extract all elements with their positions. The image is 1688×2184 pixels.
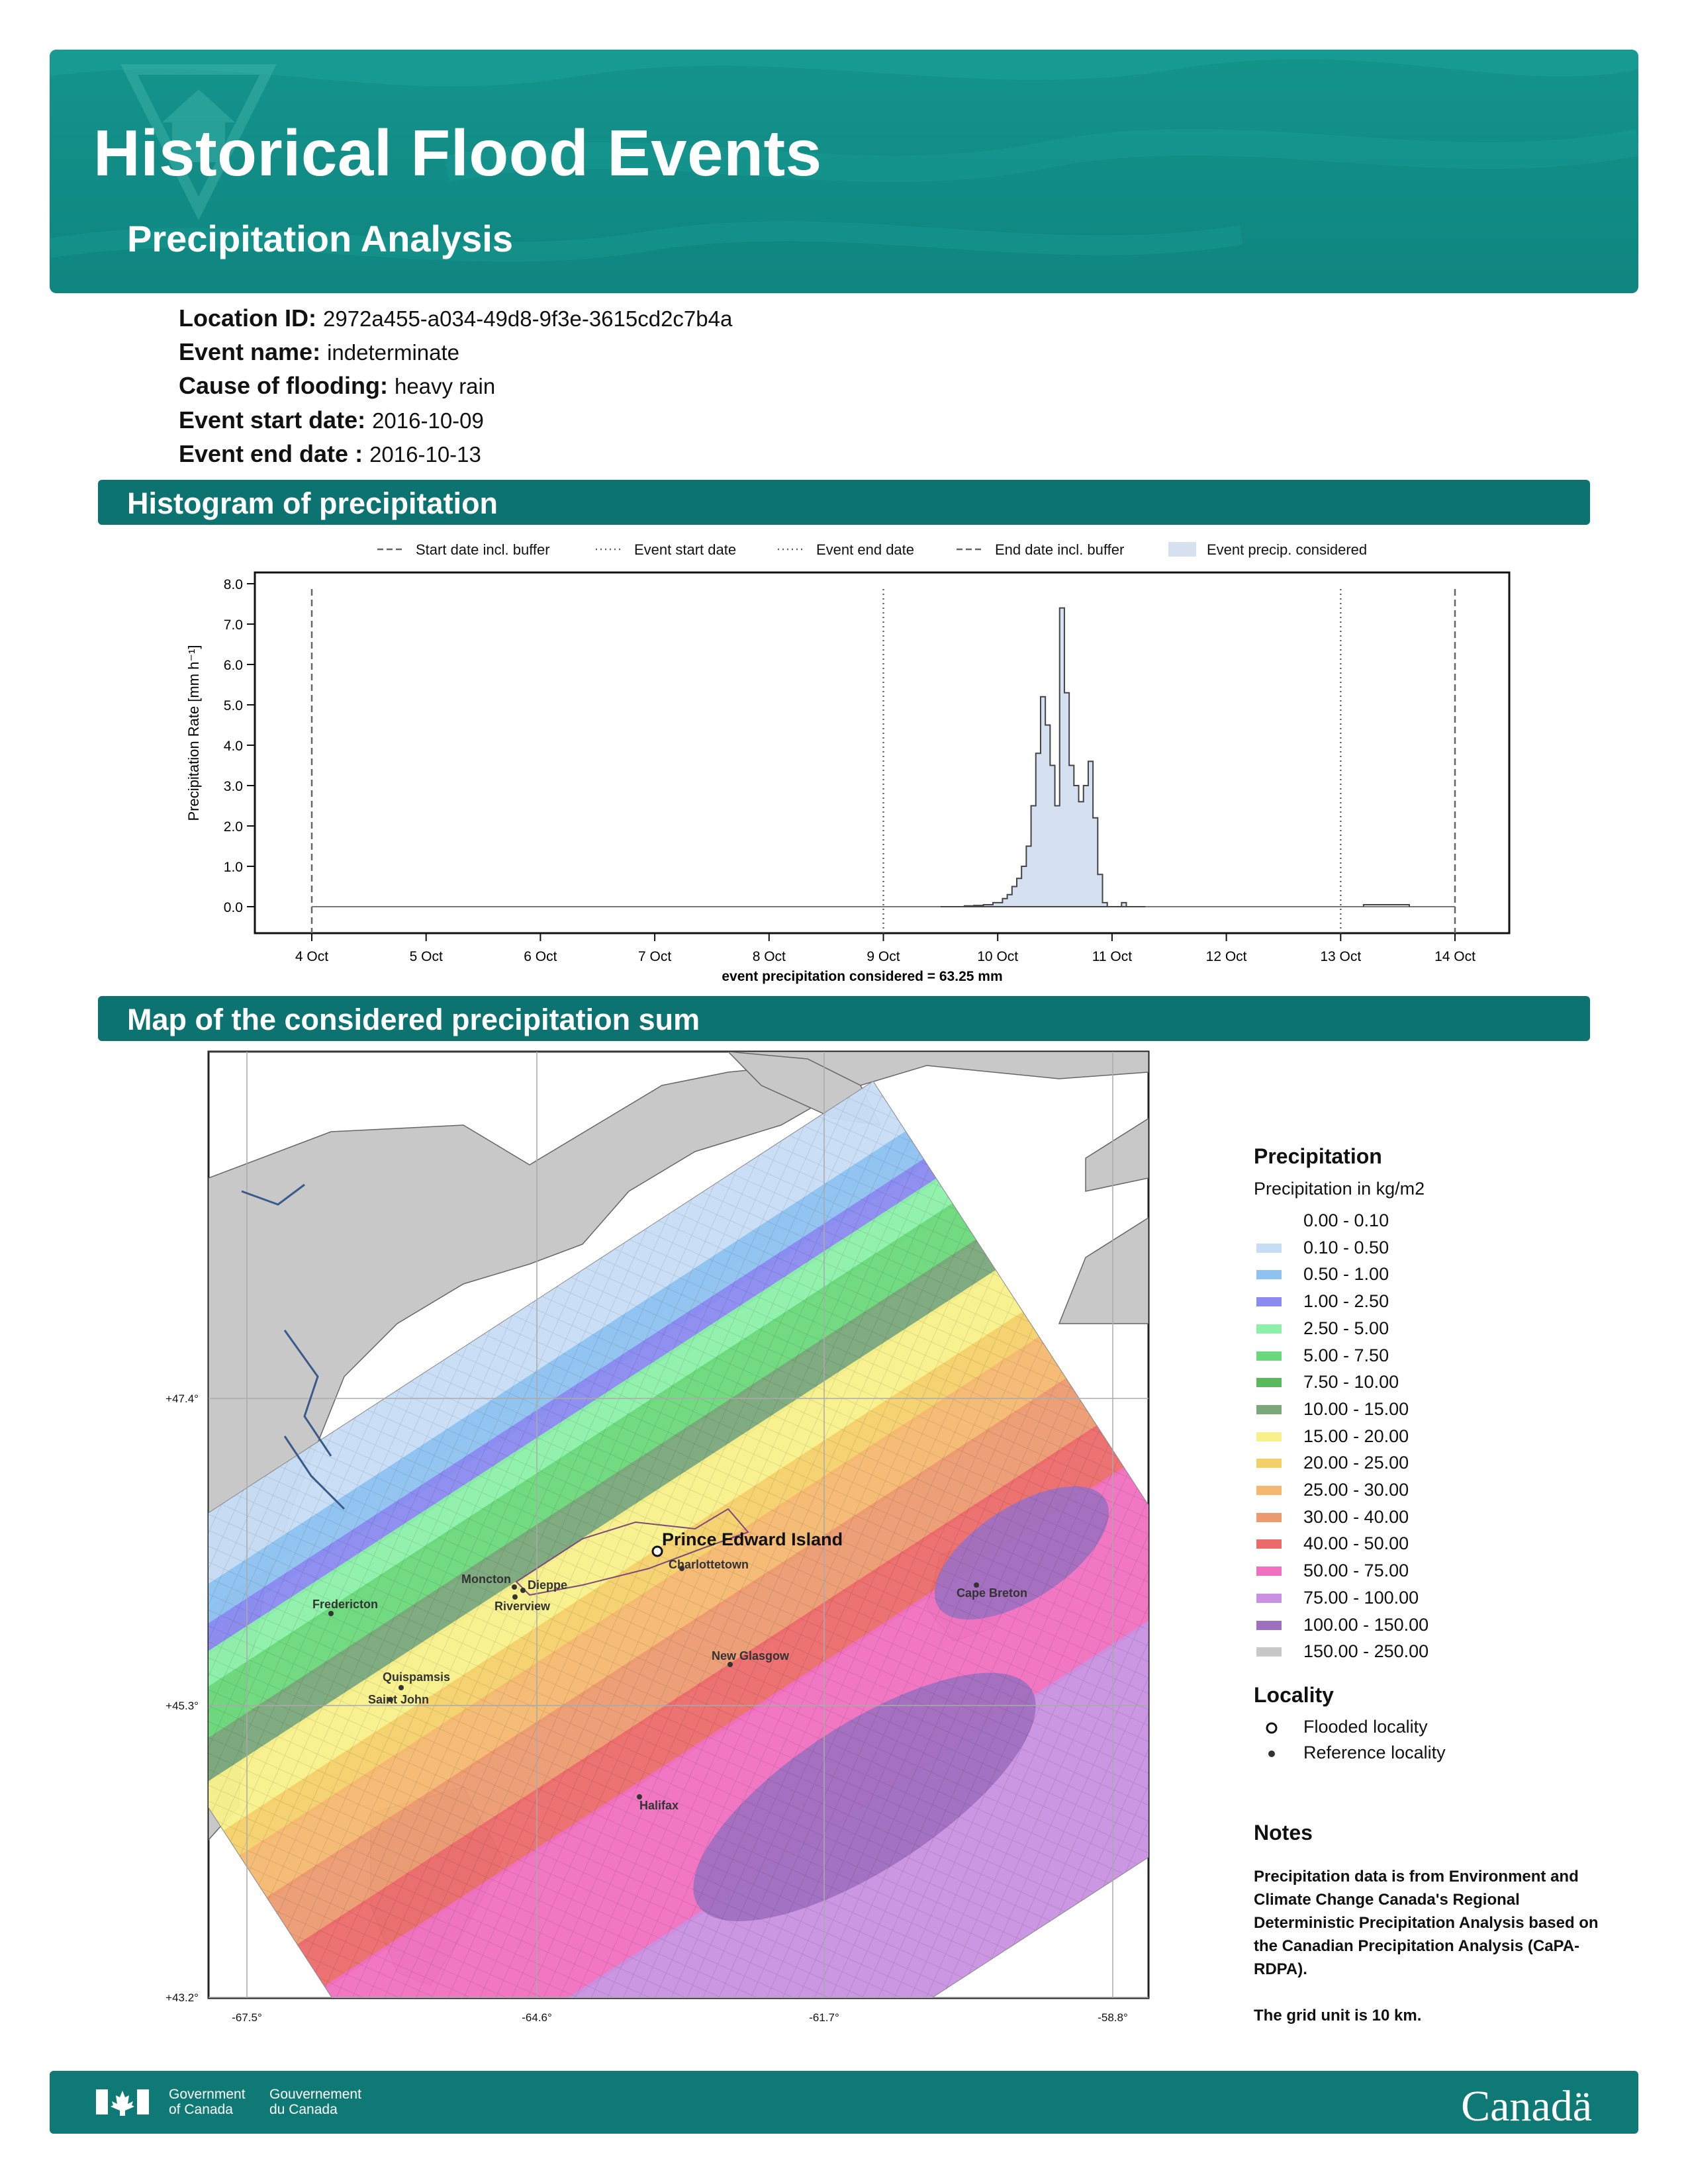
svg-text:-61.7°: -61.7° <box>809 2011 839 2024</box>
svg-text:+47.4°: +47.4° <box>165 1392 199 1405</box>
x-axis-label: event precipitation considered = 63.25 mm <box>722 969 1003 984</box>
x-tick-label: 10 Oct <box>977 949 1019 964</box>
notes-title: Notes <box>1254 1821 1313 1844</box>
x-tick-label: 7 Oct <box>638 949 672 964</box>
legend-swatch <box>1256 1216 1282 1226</box>
legend-class-label: 150.00 - 250.00 <box>1303 1641 1429 1662</box>
legend-swatch <box>1256 1270 1282 1279</box>
svg-text:-58.8°: -58.8° <box>1098 2011 1128 2024</box>
start-date-row: Event start date: 2016-10-09 <box>179 406 484 433</box>
legend-swatch <box>1256 1378 1282 1387</box>
end-date-value: 2016-10-13 <box>369 442 481 467</box>
legend-class-label: 50.00 - 75.00 <box>1303 1561 1409 1581</box>
legend-title: Precipitation <box>1254 1144 1382 1168</box>
locality-title: Locality <box>1254 1683 1334 1707</box>
footer-bar <box>50 2071 1638 2134</box>
legend-class-label: 15.00 - 20.00 <box>1303 1426 1409 1446</box>
new-glasgow-label: New Glasgow <box>712 1649 790 1662</box>
moncton-label: Moncton <box>461 1572 511 1586</box>
legend-class-label: 0.10 - 0.50 <box>1303 1237 1389 1257</box>
legend-class-label: 5.00 - 7.50 <box>1303 1345 1389 1365</box>
legend-swatch <box>1256 1405 1282 1414</box>
reference-locality-icon <box>1262 1744 1282 1764</box>
precip-series <box>941 608 1145 907</box>
legend-label: End date incl. buffer <box>995 541 1125 558</box>
legend-class-label: 20.00 - 25.00 <box>1303 1453 1409 1473</box>
pei-label: Prince Edward Island <box>662 1529 843 1549</box>
legend-swatch <box>1256 1621 1282 1630</box>
x-tick-label: 14 Oct <box>1434 949 1476 964</box>
map-section-title: Map of the considered precipitation sum <box>127 1003 700 1036</box>
y-tick-label: 1.0 <box>223 860 243 875</box>
event-name-row: Event name: indeterminate <box>179 338 460 365</box>
legend-class-label: 75.00 - 100.00 <box>1303 1587 1419 1608</box>
cause-value: heavy rain <box>394 374 496 398</box>
histogram-section-title: Histogram of precipitation <box>127 486 498 520</box>
end-date-row: Event end date : 2016-10-13 <box>179 440 481 467</box>
legend-class-label: 1.00 - 2.50 <box>1303 1291 1389 1312</box>
legend-swatch <box>1256 1647 1282 1657</box>
y-tick-label: 0.0 <box>223 900 243 915</box>
x-tick-label: 12 Oct <box>1205 949 1247 964</box>
legend-label: Event end date <box>816 541 915 558</box>
legend-fill-swatch <box>1168 542 1196 557</box>
legend-label: Event precip. considered <box>1207 541 1368 558</box>
canada-flag-icon <box>96 2088 149 2117</box>
notes-text <box>1254 1865 1624 2027</box>
notes-paragraph-2: The grid unit is 10 km. <box>1254 2007 1422 2025</box>
canada-wordmark: Canadä <box>1461 2082 1592 2130</box>
y-tick-label: 5.0 <box>223 698 243 713</box>
page-title: Historical Flood Events <box>93 116 822 189</box>
halifax-label: Halifax <box>639 1799 679 1812</box>
legend-class-label: 40.00 - 50.00 <box>1303 1533 1409 1554</box>
reference-locality-label: Reference locality <box>1303 1743 1446 1762</box>
precipitation-histogram <box>0 529 1688 1046</box>
cause-row: Cause of flooding: heavy rain <box>179 372 496 399</box>
start-date-value: 2016-10-09 <box>372 408 484 433</box>
histogram-frame <box>255 572 1509 933</box>
legend-class-label: 0.50 - 1.00 <box>1303 1264 1389 1285</box>
y-tick-label: 2.0 <box>223 819 243 835</box>
legend-swatch <box>1256 1244 1282 1253</box>
legend-swatch <box>1256 1297 1282 1306</box>
location-row: Location ID: 2972a455-a034-49d8-9f3e-3615cd2c7b4a <box>179 304 733 332</box>
legend-swatch <box>1256 1324 1282 1334</box>
histogram-section-bar <box>98 480 1590 525</box>
x-tick-label: 5 Oct <box>409 949 443 964</box>
notes-paragraph-1: Precipitation data is from Environment and Climate Change Canada's Regional Deterministic Precipitation Analysis based on the Canadian Precipitation Analysis (CaPA-RDPA). <box>1254 1868 1599 1978</box>
legend-subtitle: Precipitation in kg/m2 <box>1254 1179 1425 1199</box>
event-name-value: indeterminate <box>327 340 460 365</box>
x-tick-label: 9 Oct <box>867 949 900 964</box>
charlottetown-label: Charlottetown <box>669 1558 749 1571</box>
gov-en: Government of Canada <box>169 2087 246 2117</box>
legend-class-label: 30.00 - 40.00 <box>1303 1506 1409 1527</box>
y-tick-label: 8.0 <box>223 577 243 592</box>
y-tick-label: 4.0 <box>223 739 243 754</box>
location-value: 2972a455-a034-49d8-9f3e-3615cd2c7b4a <box>322 306 733 331</box>
svg-text:+45.3°: +45.3° <box>165 1700 199 1712</box>
legend-swatch <box>1256 1486 1282 1495</box>
x-tick-label: 6 Oct <box>524 949 557 964</box>
saint-john-label: Saint John <box>368 1693 430 1706</box>
legend-swatch <box>1256 1513 1282 1522</box>
y-axis-label: Precipitation Rate [mm h⁻¹] <box>185 645 202 821</box>
svg-text:-67.5°: -67.5° <box>232 2011 262 2024</box>
y-tick-label: 3.0 <box>223 779 243 794</box>
y-tick-label: 6.0 <box>223 658 243 673</box>
x-tick-label: 11 Oct <box>1092 949 1133 964</box>
x-tick-label: 4 Oct <box>295 949 329 964</box>
legend-swatch <box>1256 1594 1282 1603</box>
legend-class-label: 2.50 - 5.00 <box>1303 1318 1389 1338</box>
page-subtitle: Precipitation Analysis <box>127 218 513 259</box>
legend-class-label: 7.50 - 10.00 <box>1303 1372 1399 1392</box>
dieppe-label: Dieppe <box>528 1578 568 1592</box>
legend-class-label: 100.00 - 150.00 <box>1303 1614 1429 1635</box>
gov-fr: Gouvernement du Canada <box>269 2087 361 2117</box>
quispamsis-label: Quispamsis <box>383 1670 451 1684</box>
legend-swatch <box>1256 1567 1282 1576</box>
legend-swatch <box>1256 1432 1282 1441</box>
svg-text:-64.6°: -64.6° <box>522 2011 552 2024</box>
legend-class-label: 25.00 - 30.00 <box>1303 1480 1409 1500</box>
y-tick-label: 7.0 <box>223 617 243 633</box>
flooded-locality-label: Flooded locality <box>1303 1717 1428 1737</box>
legend-swatch <box>1256 1351 1282 1361</box>
header-banner <box>50 50 1638 293</box>
x-tick-label: 8 Oct <box>752 949 786 964</box>
legend-swatch <box>1256 1539 1282 1549</box>
x-tick-label: 13 Oct <box>1320 949 1362 964</box>
legend-swatch <box>1256 1459 1282 1468</box>
legend-class-label: 10.00 - 15.00 <box>1303 1398 1409 1419</box>
flooded-locality-marker <box>653 1547 662 1556</box>
legend-label: Start date incl. buffer <box>416 541 550 558</box>
flooded-locality-icon <box>1262 1718 1282 1738</box>
svg-text:+43.2°: +43.2° <box>165 1991 199 2004</box>
riverview-label: Riverview <box>494 1600 551 1613</box>
legend-label: Event start date <box>634 541 737 558</box>
fredericton-label: Fredericton <box>312 1598 379 1611</box>
map-section-bar <box>98 996 1590 1041</box>
legend-class-label: 0.00 - 0.10 <box>1303 1210 1389 1230</box>
cape-breton-label: Cape Breton <box>957 1586 1028 1600</box>
